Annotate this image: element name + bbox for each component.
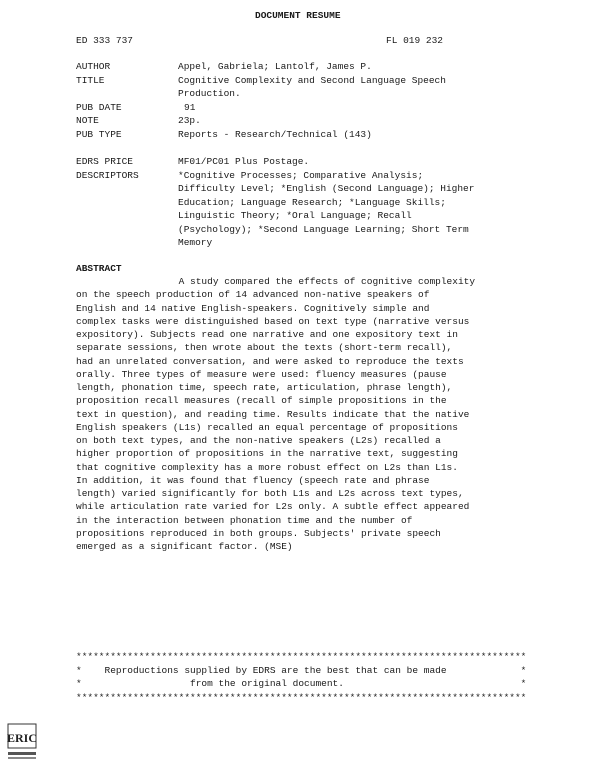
abstract-line: that cognitive complexity has a more robust effect on L2s than L1s. bbox=[76, 461, 458, 473]
notice-line: * Reproductions supplied by EDRS are the best that can be made * bbox=[76, 664, 527, 676]
abstract-line: in the interaction between phonation time and the number of bbox=[76, 514, 413, 526]
abstract-line: complex tasks were distinguished based on text type (narrative versus bbox=[76, 315, 470, 327]
document-title: DOCUMENT RESUME bbox=[255, 10, 341, 21]
field-label-note: NOTE bbox=[76, 115, 99, 126]
ed-number: ED 333 737 bbox=[76, 35, 134, 46]
field-value-edrs-price: MF01/PC01 Plus Postage. bbox=[178, 156, 310, 167]
field-value-descriptors: Education; Language Research; *Language Skills; bbox=[178, 197, 446, 208]
field-value-title: Production. bbox=[178, 88, 241, 99]
field-value-descriptors: Linguistic Theory; *Oral Language; Recall bbox=[178, 210, 412, 221]
field-value-author: Appel, Gabriela; Lantolf, James P. bbox=[178, 61, 372, 72]
abstract-line: on both text types, and the non-native speakers (L2s) recalled a bbox=[76, 435, 441, 446]
notice-line: ******************************************************************************* bbox=[76, 691, 527, 703]
abstract-line: on the speech production of 14 advanced non-native speakers of bbox=[76, 289, 430, 301]
field-value-descriptors: Memory bbox=[178, 237, 213, 248]
abstract-line: expository). Subjects read one narrative and one expository text in bbox=[76, 329, 458, 340]
abstract-line: length, phonation time, speech rate, articulation, phrase length), bbox=[76, 382, 453, 393]
reproduction-notice bbox=[76, 650, 526, 704]
abstract-line: In addition, it was found that fluency (speech rate and phrase bbox=[76, 474, 430, 486]
field-value-title: Cognitive Complexity and Second Language Speech bbox=[178, 75, 446, 86]
abstract-line: while articulation rate varied for L2s only. A subtle effect appeared bbox=[76, 501, 470, 513]
field-value-descriptors: (Psychology); *Second Language Learning; Short Term bbox=[178, 224, 469, 235]
abstract-heading: ABSTRACT bbox=[76, 263, 122, 274]
abstract-line: A study compared the effects of cognitive complexity bbox=[76, 276, 476, 287]
field-label-pub-date: PUB DATE bbox=[76, 102, 122, 113]
abstract-line: English and 14 native English-speakers. Cognitively simple and bbox=[76, 302, 430, 314]
field-value-note: 23p. bbox=[178, 115, 201, 126]
field-value-pub-type: Reports - Research/Technical (143) bbox=[178, 129, 372, 140]
field-value-descriptors: *Cognitive Processes; Comparative Analysis; bbox=[178, 170, 424, 181]
field-label-title: TITLE bbox=[76, 75, 105, 86]
field-label-descriptors: DESCRIPTORS bbox=[76, 170, 139, 181]
abstract-line: emerged as a significant factor. (MSE) bbox=[76, 541, 293, 552]
notice-line: ******************************************************************************* bbox=[76, 651, 527, 662]
abstract-line: proposition recall measures (recall of simple propositions in the bbox=[76, 395, 447, 407]
abstract-line: higher proportion of propositions in the narrative text, suggesting bbox=[76, 448, 458, 460]
field-value-descriptors: Difficulty Level; *English (Second Language); Higher bbox=[178, 183, 475, 194]
field-value-pub-date: 91 bbox=[184, 102, 196, 113]
abstract-line: had an unrelated conversation, and were asked to reproduce the texts bbox=[76, 355, 464, 367]
eric-logo bbox=[6, 722, 38, 762]
field-label-pub-type: PUB TYPE bbox=[76, 129, 122, 140]
abstract-line: propositions reproduced in both groups. Subjects' private speech bbox=[76, 527, 441, 539]
abstract-body bbox=[76, 275, 536, 553]
abstract-line: separate sessions, then wrote about the texts (short-term recall), bbox=[76, 342, 453, 354]
field-label-author: AUTHOR bbox=[76, 61, 111, 72]
abstract-line: orally. Three types of measure were used: fluency measures (pause bbox=[76, 368, 447, 380]
abstract-line: text in question), and reading time. Results indicate that the native bbox=[76, 408, 470, 420]
field-label-edrs-price: EDRS PRICE bbox=[76, 156, 134, 167]
notice-line: * from the original document. * bbox=[76, 678, 527, 690]
abstract-line: English speakers (L1s) recalled an equal percentage of propositions bbox=[76, 421, 458, 433]
fl-number: FL 019 232 bbox=[386, 35, 444, 46]
abstract-line: length) varied significantly for both L1s and L2s across text types, bbox=[76, 488, 464, 499]
svg-text:ERIC: ERIC bbox=[6, 731, 38, 745]
